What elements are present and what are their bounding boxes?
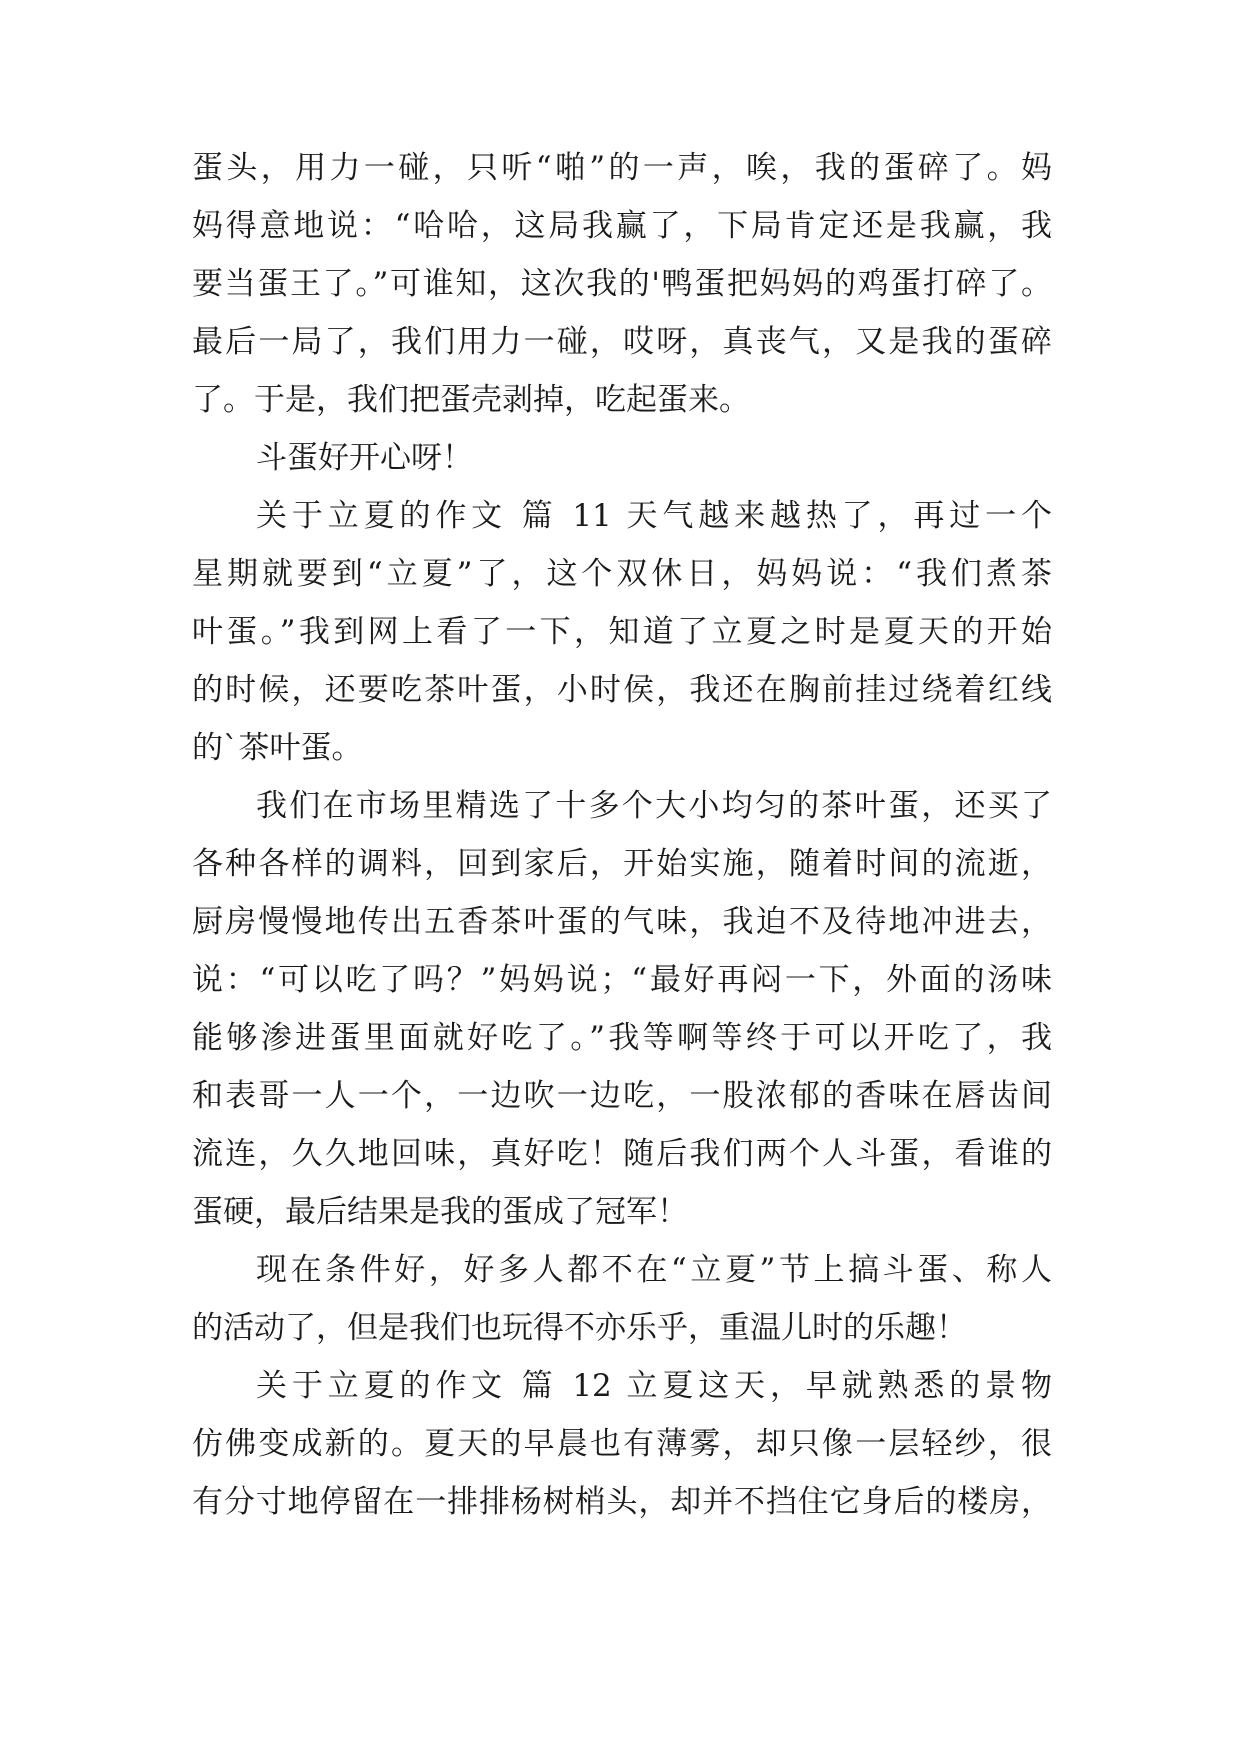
section-heading-line: 关于立夏的作文 篇 12 立夏这天，早就熟悉的景物: [256, 1368, 1052, 1404]
text-line: 了。于是，我们把蛋壳剥掉，吃起蛋来。: [192, 382, 750, 418]
text-line: 叶蛋。”我到网上看了一下，知道了立夏之时是夏天的开始: [192, 614, 1052, 650]
text-line: 现在条件好，好多人都不在“立夏”节上搞斗蛋、称人: [256, 1252, 1052, 1288]
text-line: 和表哥一人一个，一边吹一边吃，一股浓郁的香味在唇齿间: [192, 1078, 1052, 1114]
text-line: 厨房慢慢地传出五香茶叶蛋的气味，我迫不及待地冲进去，: [192, 904, 1052, 940]
text-line: 蛋硬，最后结果是我的蛋成了冠军！: [192, 1194, 688, 1230]
text-line: 蛋头，用力一碰，只听“啪”的一声，唉，我的蛋碎了。妈: [192, 150, 1052, 186]
text-line: 流连，久久地回味，真好吃！随后我们两个人斗蛋，看谁的: [192, 1136, 1052, 1172]
text-line: 斗蛋好开心呀！: [256, 440, 473, 476]
text-line: 各种各样的调料，回到家后，开始实施，随着时间的流逝，: [192, 846, 1052, 882]
text-line: 要当蛋王了。”可谁知，这次我的'鸭蛋把妈妈的鸡蛋打碎了。: [192, 266, 1052, 302]
text-line: 我们在市场里精选了十多个大小均匀的茶叶蛋，还买了: [256, 788, 1052, 824]
text-line: 最后一局了，我们用力一碰，哎呀，真丧气，又是我的蛋碎: [192, 324, 1052, 360]
text-line: 的活动了，但是我们也玩得不亦乐乎，重温儿时的乐趣！: [192, 1310, 967, 1346]
text-line: 仿佛变成新的。夏天的早晨也有薄雾，却只像一层轻纱，很: [192, 1426, 1052, 1462]
text-line: 星期就要到“立夏”了，这个双休日，妈妈说：“我们煮茶: [192, 556, 1052, 592]
text-line: 的`茶叶蛋。: [192, 730, 363, 766]
text-line: 说：“可以吃了吗？”妈妈说；“最好再闷一下，外面的汤味: [192, 962, 1052, 998]
text-line: 能够渗进蛋里面就好吃了。”我等啊等终于可以开吃了，我: [192, 1020, 1052, 1056]
section-heading-line: 关于立夏的作文 篇 11 天气越来越热了，再过一个: [256, 498, 1052, 534]
text-line: 的时候，还要吃茶叶蛋，小时侯，我还在胸前挂过绕着红线: [192, 672, 1052, 708]
text-line: 妈得意地说：“哈哈，这局我赢了，下局肯定还是我赢，我: [192, 208, 1052, 244]
text-line: 有分寸地停留在一排排杨树梢头，却并不挡住它身后的楼房，: [192, 1484, 1052, 1520]
